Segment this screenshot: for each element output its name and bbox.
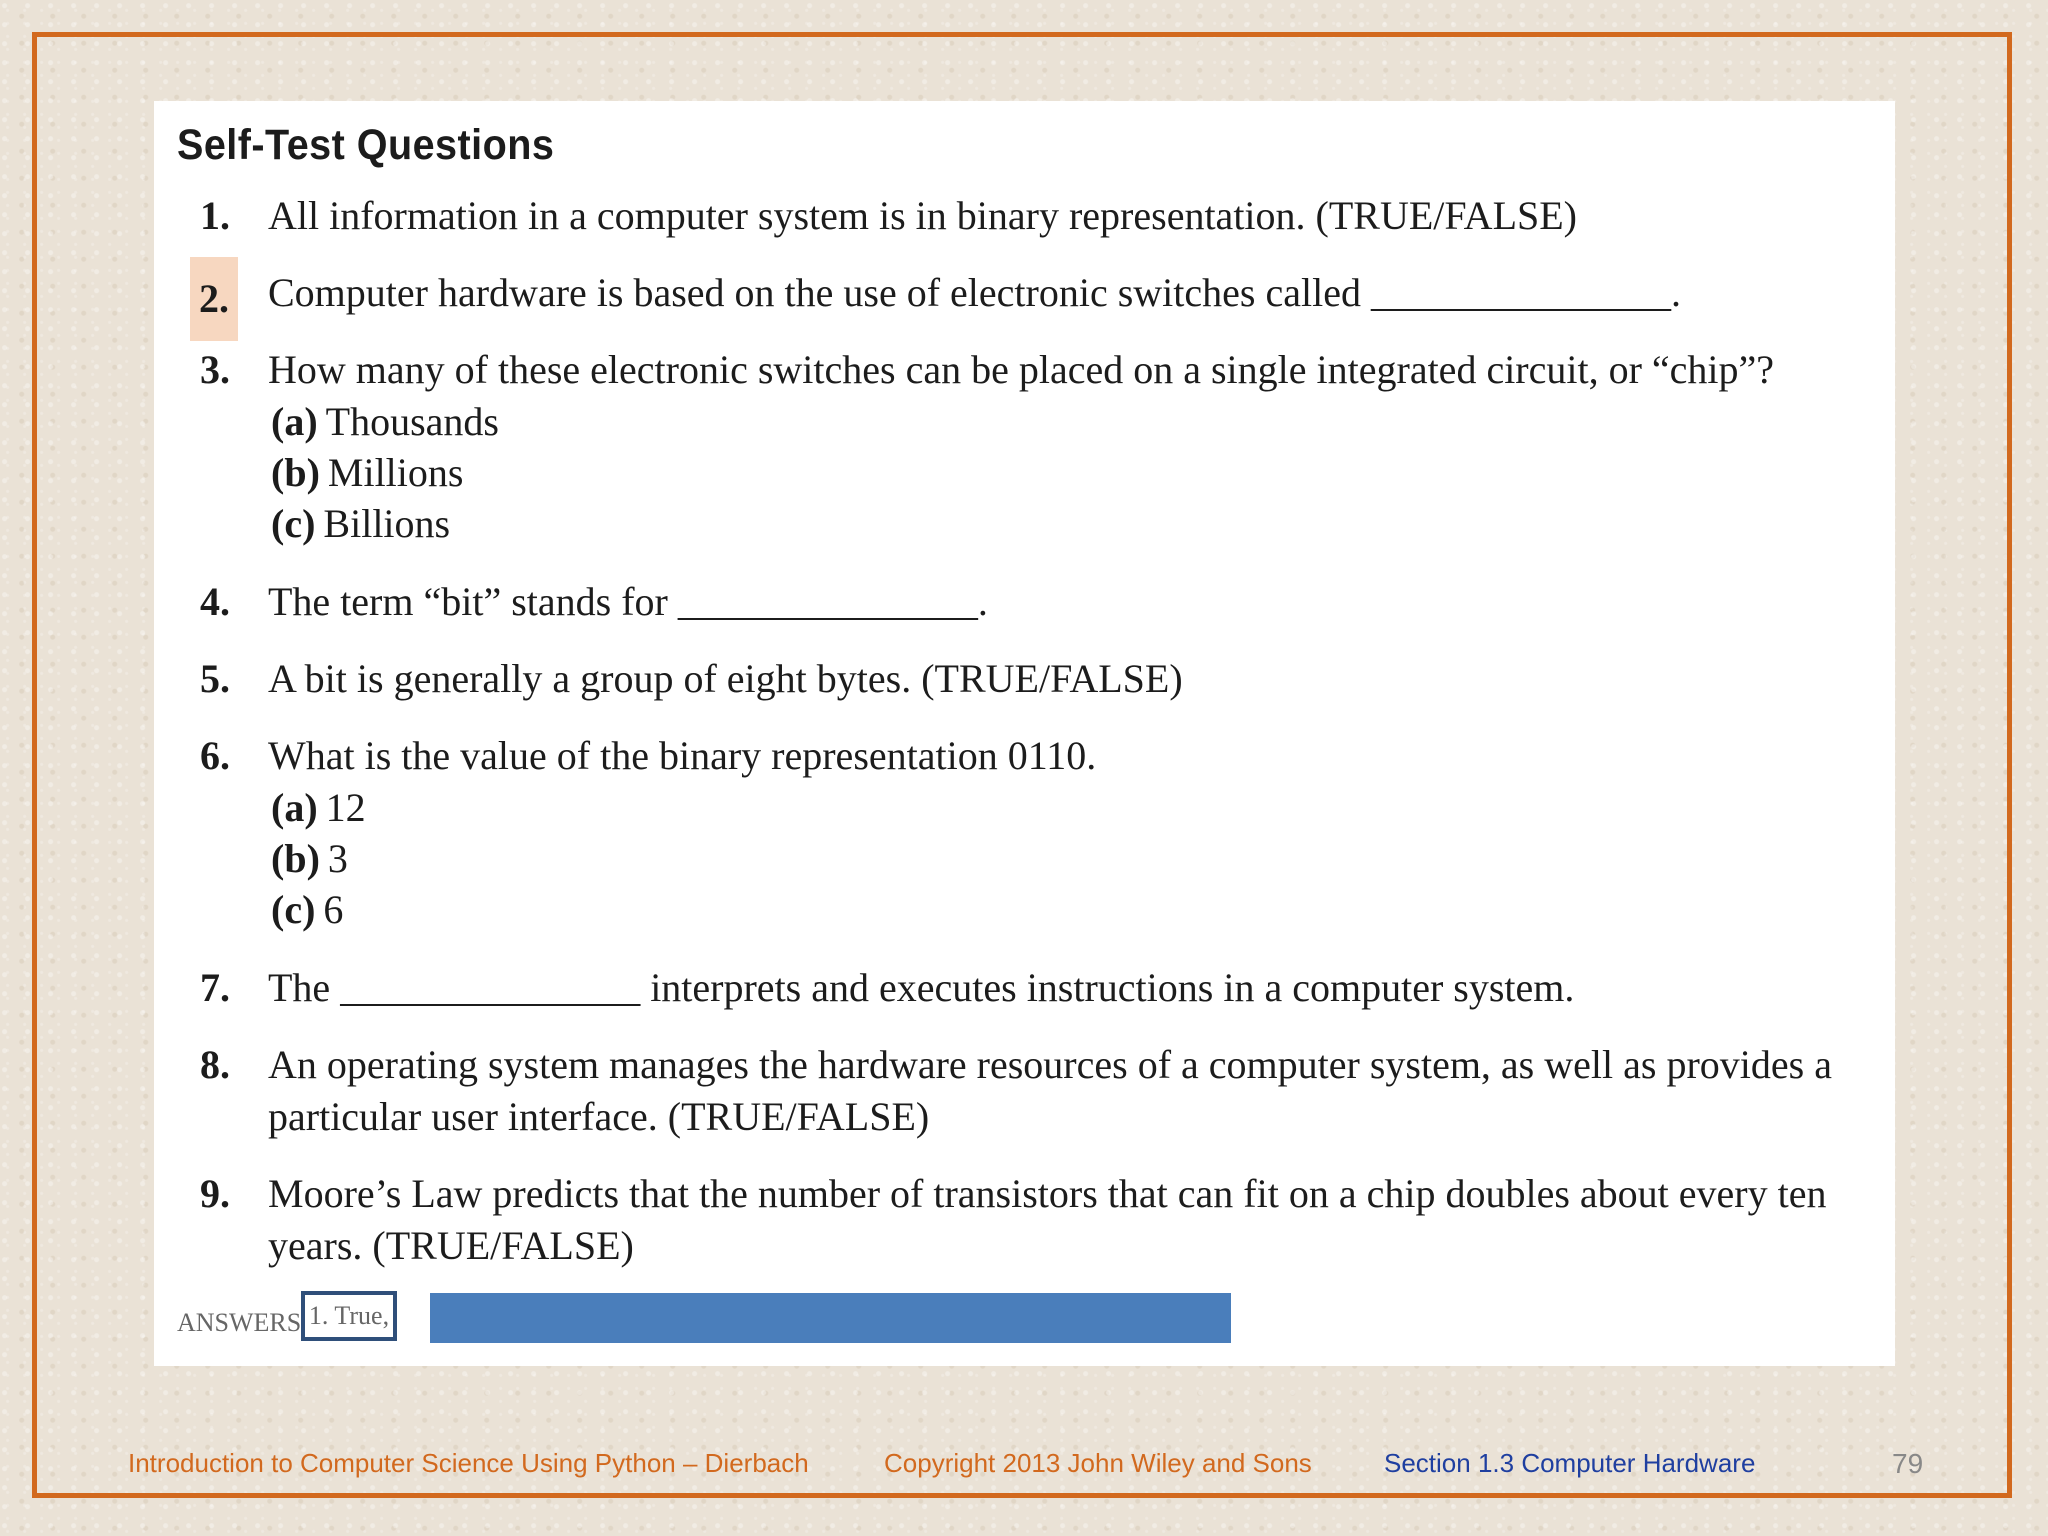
option-text: Millions xyxy=(327,450,464,495)
question-text: All information in a computer system is in binary representation. (TRUE/FALSE) xyxy=(268,193,1578,238)
option-text: Billions xyxy=(323,501,451,546)
option-text: 6 xyxy=(323,887,344,932)
option-text: Thousands xyxy=(325,399,499,444)
option-text: 12 xyxy=(325,785,366,830)
self-test-panel xyxy=(154,101,1895,1366)
question-number: 7. xyxy=(200,965,230,1010)
question-text: How many of these electronic switches can be placed on a single integrated circuit, or “chip”? xyxy=(268,347,1775,392)
question-text: The term “bit” stands for _______________. xyxy=(268,579,988,624)
question-number: 5. xyxy=(200,656,230,701)
question-text: A bit is generally a group of eight bytes. (TRUE/FALSE) xyxy=(268,656,1183,701)
question-text: An operating system manages the hardware resources of a computer system, as well as provides a particular user interface. (TRUE/FALSE) xyxy=(268,1042,1832,1139)
question-number: 6. xyxy=(200,733,230,778)
question-number: 3. xyxy=(200,347,230,392)
question-number: 1. xyxy=(200,193,230,238)
option-text: 3 xyxy=(327,836,348,881)
page-number: 79 xyxy=(1892,1448,1924,1479)
question-number: 9. xyxy=(200,1171,230,1216)
option-label: (a) xyxy=(271,399,318,444)
option-label: (a) xyxy=(271,785,318,830)
answer-revealed[interactable]: 1. True, xyxy=(301,1291,397,1341)
footer-copyright: Copyright 2013 John Wiley and Sons xyxy=(884,1448,1312,1478)
question-text: Moore’s Law predicts that the number of transistors that can fit on a chip doubles about every ten years. (TRUE/FALSE) xyxy=(268,1171,1827,1268)
option-label: (c) xyxy=(271,887,316,932)
question-number: 4. xyxy=(200,579,230,624)
option-label: (b) xyxy=(271,450,320,495)
footer-section: Section 1.3 Computer Hardware xyxy=(1384,1448,1756,1478)
option-label: (b) xyxy=(271,836,320,881)
option-label: (c) xyxy=(271,501,316,546)
question-text: What is the value of the binary representation 0110. xyxy=(268,733,1097,778)
page-title: Self-Test Questions xyxy=(177,121,555,169)
answers-label: ANSWERS xyxy=(177,1308,302,1337)
question-text: Computer hardware is based on the use of electronic switches called _______________. xyxy=(268,270,1681,315)
answers-cover[interactable] xyxy=(430,1293,1231,1343)
footer-book-title: Introduction to Computer Science Using Python – Dierbach xyxy=(128,1448,809,1478)
question-number-highlighted: 2. xyxy=(190,257,238,341)
question-text: The _______________ interprets and executes instructions in a computer system. xyxy=(268,965,1575,1010)
question-number: 8. xyxy=(200,1042,230,1087)
